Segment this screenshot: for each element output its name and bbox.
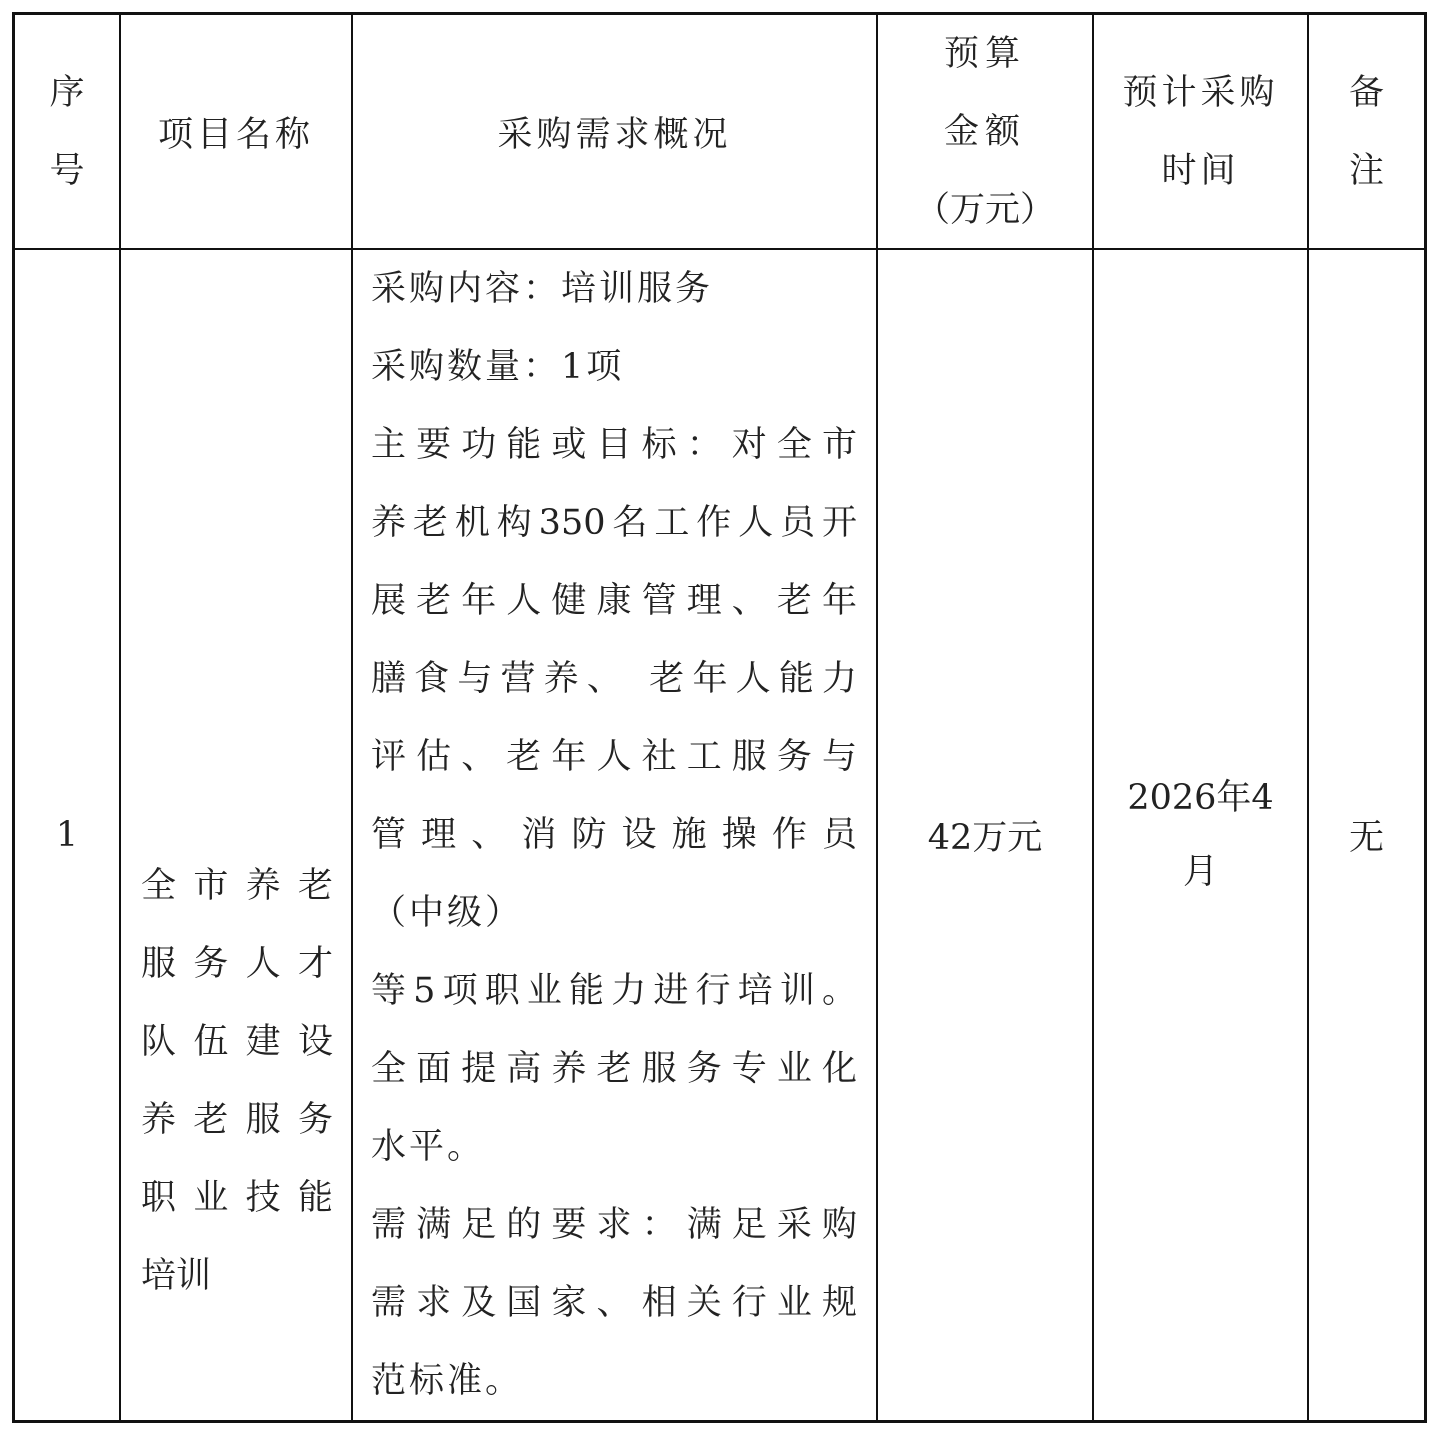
summary-line: 需满足的要求：满足采购 [371,1205,857,1245]
summary-line: （中级） [371,893,524,933]
header-name [121,15,351,248]
header-name-label: 项目名称 [157,114,314,155]
row-name [121,250,351,1420]
row-no-value: 1 [55,815,79,855]
header-budget [878,15,1092,248]
row-name-line: 职业技能 [141,1178,333,1218]
header-no-line: 序 [49,72,85,113]
header-budget-line: （万元） [914,189,1055,230]
header-summary [353,15,876,248]
row-budget [878,250,1092,1420]
header-time-line: 时间 [1161,150,1240,191]
row-name-line: 服务人才 [141,944,333,984]
remark-value: 无 [1348,818,1384,858]
summary-line: 养老机构350名工作人员开 [371,503,857,543]
row-summary [353,250,876,1420]
header-budget-line: 金额 [943,111,1026,152]
row-time [1094,250,1307,1420]
summary-line: 范标准。 [371,1361,524,1401]
header-time-line: 预计采购 [1122,72,1279,113]
table-border-bottom [12,1420,1427,1423]
row-name-line: 养老服务 [141,1100,333,1140]
summary-line: 展老年人健康管理、老年 [371,581,857,621]
row-remark [1309,250,1424,1420]
row-no [15,250,119,1420]
summary-line: 水平。 [371,1127,486,1167]
header-remark-line: 注 [1348,150,1384,191]
summary-line: 评估、老年人社工服务与 [371,737,857,777]
header-no [15,15,119,248]
summary-line: 主要功能或目标：对全市 [371,425,857,465]
header-remark-line: 备 [1348,72,1384,113]
summary-line: 等5项职业能力进行培训。 [371,971,857,1011]
summary-line: 采购数量：1项 [371,347,625,387]
header-summary-label: 采购需求概况 [497,114,732,155]
summary-line: 全面提高养老服务专业化 [371,1049,857,1089]
summary-line: 管理、消防设施操作员 [371,815,857,855]
row-name-line: 队伍建设 [141,1022,333,1062]
header-budget-line: 预算 [943,33,1026,74]
summary-line: 采购内容：培训服务 [371,269,714,309]
time-line: 2026年4 [1127,778,1274,818]
header-time [1094,15,1307,248]
summary-line: 需求及国家、相关行业规 [371,1283,857,1323]
header-no-line: 号 [49,150,85,191]
summary-line: 膳食与营养、 老年人能力 [371,659,857,699]
row-name-line: 培训 [141,1256,212,1296]
row-name-line: 全市养老 [141,866,333,906]
budget-value: 42万元 [927,818,1043,858]
table-border-right [1424,12,1427,1423]
header-remark [1309,15,1424,248]
time-line: 月 [1182,852,1218,892]
